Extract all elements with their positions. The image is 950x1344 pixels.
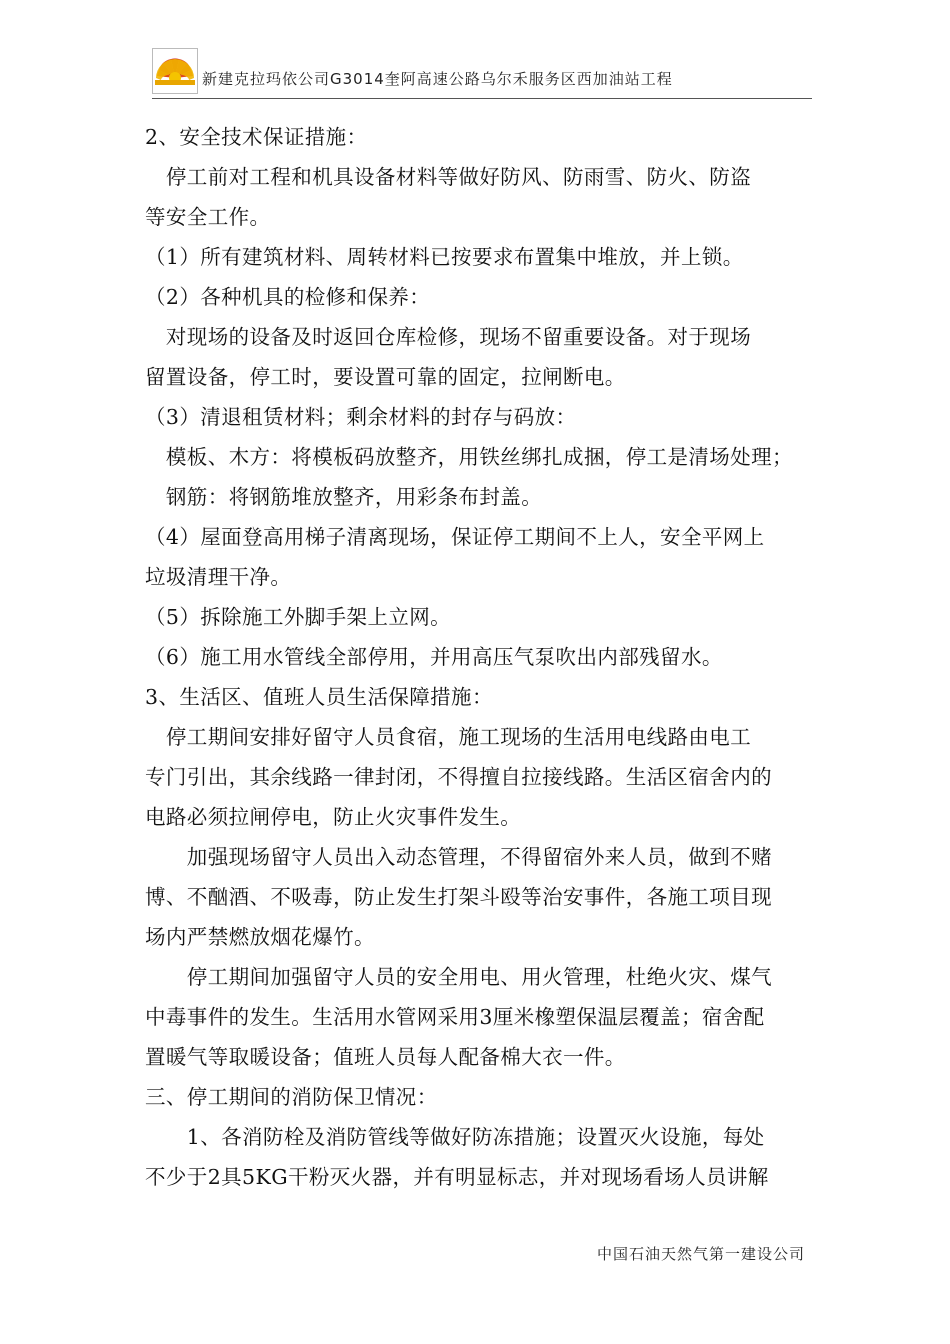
- list-item: （4）屋面登高用梯子清离现场，保证停工期间不上人，安全平网上: [145, 525, 765, 549]
- paragraph-line: 停工前对工程和机具设备材料等做好防风、防雨雪、防火、防盗: [145, 165, 752, 189]
- paragraph-line: 钢筋：将钢筋堆放整齐，用彩条布封盖。: [145, 485, 543, 509]
- paragraph-line: 垃圾清理干净。: [145, 565, 292, 589]
- section-heading: 3、生活区、值班人员生活保障措施：: [145, 685, 493, 709]
- list-item: （2）各种机具的检修和保养：: [145, 285, 431, 309]
- list-item: （3）清退租赁材料；剩余材料的封存与码放：: [145, 405, 577, 429]
- paragraph-line: 博、不酗酒、不吸毒，防止发生打架斗殴等治安事件，各施工项目现: [145, 885, 772, 909]
- paragraph-line: 场内严禁燃放烟花爆竹。: [145, 925, 375, 949]
- section-heading: 三、停工期间的消防保卫情况：: [145, 1085, 438, 1109]
- paragraph-line: 模板、木方：将模板码放整齐，用铁丝绑扎成捆，停工是清场处理；: [145, 445, 793, 469]
- footer-company-name: 中国石油天然气第一建设公司: [596, 1245, 805, 1263]
- list-item: （5）拆除施工外脚手架上立网。: [145, 605, 452, 629]
- section-heading: 2、安全技术保证措施：: [145, 125, 368, 149]
- page-header: [152, 46, 812, 96]
- paragraph-line: 电路必须拉闸停电，防止火灾事件发生。: [145, 805, 522, 829]
- paragraph-line: 加强现场留守人员出入动态管理，不得留宿外来人员，做到不赌: [145, 845, 772, 869]
- paragraph-line: 停工期间安排好留守人员食宿，施工现场的生活用电线路由电工: [145, 725, 752, 749]
- paragraph-line: 专门引出，其余线路一律封闭，不得擅自拉接线路。生活区宿舍内的: [145, 765, 772, 789]
- paragraph-line: 停工期间加强留守人员的安全用电、用火管理，杜绝火灾、煤气: [145, 965, 772, 989]
- header-project-title: 新建克拉玛依公司G3014奎阿高速公路乌尔禾服务区西加油站工程: [202, 70, 673, 88]
- list-item: （1）所有建筑材料、周转材料已按要求布置集中堆放，并上锁。: [145, 245, 744, 269]
- paragraph-line: 留置设备，停工时，要设置可靠的固定，拉闸断电。: [145, 365, 626, 389]
- paragraph-line: 对现场的设备及时返回仓库检修，现场不留重要设备。对于现场: [145, 325, 752, 349]
- paragraph-line: 1、各消防栓及消防管线等做好防冻措施；设置灭火设施，每处: [145, 1125, 765, 1149]
- paragraph-line: 中毒事件的发生。生活用水管网采用3厘米橡塑保温层覆盖；宿舍配: [145, 1005, 765, 1029]
- list-item: （6）施工用水管线全部停用，并用高压气泵吹出内部残留水。: [145, 645, 723, 669]
- paragraph-line: 等安全工作。: [145, 205, 271, 229]
- petrochina-sun-logo-icon: [152, 48, 198, 94]
- paragraph-line: 不少于2具5KG干粉灭火器，并有明显标志，并对现场看场人员讲解: [145, 1165, 769, 1189]
- header-divider: [152, 98, 812, 99]
- document-body: [145, 117, 815, 1197]
- paragraph-line: 置暖气等取暖设备；值班人员每人配备棉大衣一件。: [145, 1045, 626, 1069]
